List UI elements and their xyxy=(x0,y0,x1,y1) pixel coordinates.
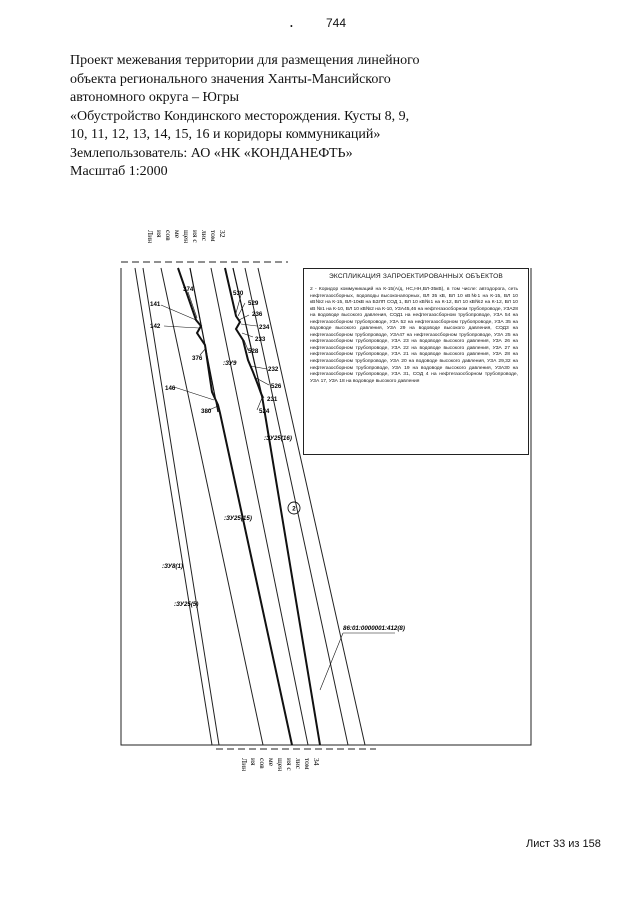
corridor-inner-line xyxy=(190,268,218,412)
title-line: Проект межевания территории для размещения линейного xyxy=(70,53,420,68)
title-line: «Обустройство Кондинского месторождения. Кусты 8, 9, xyxy=(70,108,410,124)
point-label: 374 xyxy=(183,286,194,293)
vertical-label-line: ме xyxy=(173,230,182,239)
bottom-vertical-label xyxy=(240,758,321,771)
parcel-line xyxy=(161,268,263,745)
title-line: автономного округа – Югры xyxy=(70,90,239,105)
scan-dot: • xyxy=(290,22,293,31)
point-label: 529 xyxy=(248,300,259,307)
vertical-label-line: ме xyxy=(267,758,276,767)
cadastral-number-label: 86:01:0000001:412(8) xyxy=(343,625,405,632)
vertical-label-line: Лин xyxy=(240,758,249,772)
vertical-label-line: ия xyxy=(155,230,164,238)
vertical-label-line: лис xyxy=(200,230,209,242)
vertical-label-line: ия с xyxy=(191,230,200,243)
title-line: 10, 11, 12, 13, 14, 15, 16 и коридоры коммуникаций» xyxy=(70,127,381,142)
vertical-label-line: сов xyxy=(258,758,267,769)
vertical-label-line: Лин xyxy=(146,230,155,244)
legend-title: ЭКСПЛИКАЦИЯ ЗАПРОЕКТИРОВАННЫХ ОБЪЕКТОВ xyxy=(328,273,504,280)
corridor-boundary-left xyxy=(178,268,292,745)
point-label: 231 xyxy=(267,396,278,403)
vertical-label-line: щен xyxy=(276,758,285,772)
vertical-label-line: щен xyxy=(182,230,191,244)
point-label: 234 xyxy=(259,324,270,331)
parcel-label: :ЗУ25(15) xyxy=(224,515,252,522)
top-vertical-label xyxy=(146,230,227,243)
point-label: 530 xyxy=(233,290,244,297)
land-user-line: Землепользователь: АО «НК «КОНДАНЕФТЬ» xyxy=(70,145,353,161)
parcel-label: :ЗУ25(5) xyxy=(174,601,199,608)
vertical-label-line: сов xyxy=(164,230,173,241)
point-label: 142 xyxy=(150,323,161,330)
point-label: 524 xyxy=(259,408,270,415)
point-label: 528 xyxy=(248,348,259,355)
legend-text: 2 - Коридор коммуникаций на К-15(А/д, НС,НН,ВЛ-35кВ), в том числе: автодорога, сеть нефтегазосборных, водоводы высоконапорных, ВЛ 35 кВ, ВЛ 10 кВ№1 на К-15, ВЛ 10 кВ№2 на К-15, ВЛ-10кВ на БЗЛП СОД 1, ВЛ 10 кВ№1 на К-12, ВЛ 10 кВ№2 на К-12, ВЛ 10 кВ №1 на К-10, ВЛ 10 кВ№2 на К-10, УЗА45,46 на нефтегазосборном трубопроводе, УЗА28 на водоводе высокого давления, СОД1 на нефтегазосборном трубопроводе, УЗА 54 на нефтегазосборном трубопроводе, УЗА 52 на нефтегазосборном трубопроводе, УЗА 35 на водоводе высокого давления, УЗА 29 на водоводе высокого давления, СОД3 на нефтегазосборном трубопроводе, УЗА47 на нефтегазосборном трубопроводе, УЗА 25 на нефтегазосборном трубопроводе, УЗА 23 на водоводе высокого давления, УЗА 26 на нефтегазосборном трубопроводе, УЗА 22 на водоводе высокого давления, УЗА 27 на нефтегазосборном трубопроводе, УЗА 21 на водоводе высокого давления, УЗА 28 на нефтегазосборном трубопроводе, УЗА 20 на водоводе высокого давления, УЗА 29,32 на нефтегазосборном трубопроводе, УЗА 19 на водоводе высокого давления, УЗА30 на нефтегазосборном трубопроводе, УЗА 31, СОД 4 на нефтегазосборном трубопроводе, УЗА 17, УЗА 18 на водоводе высокого давления xyxy=(310,287,518,384)
parcel-line xyxy=(143,268,219,745)
vertical-label-line: том xyxy=(303,758,312,770)
vertical-label-line: 34 xyxy=(312,758,321,766)
title-line: объекта регионального значения Ханты-Мансийского xyxy=(70,71,391,87)
parcel-label: :ЗУ8(1) xyxy=(162,563,183,570)
point-label: 236 xyxy=(252,311,263,318)
page-number: 744 xyxy=(326,16,347,30)
point-label: 146 xyxy=(165,385,176,392)
point-label: 141 xyxy=(150,301,161,308)
legend-box xyxy=(303,268,529,455)
scale-line: Масштаб 1:2000 xyxy=(70,164,168,179)
point-label: 376 xyxy=(192,355,203,362)
point-label: 233 xyxy=(255,336,266,343)
parcel-label: :ЗУ25(16) xyxy=(264,435,292,442)
point-label: 380 xyxy=(201,408,212,415)
point-label: 526 xyxy=(271,383,282,390)
vertical-label-line: том xyxy=(209,230,218,242)
point-label: 232 xyxy=(268,366,279,373)
vertical-label-line: ия xyxy=(249,758,258,766)
vertical-label-line: лис xyxy=(294,758,303,770)
sheet-number: Лист 33 из 158 xyxy=(526,838,601,850)
parcel-label: :ЗУ9 xyxy=(223,360,237,367)
vertical-label-line: ия с xyxy=(285,758,294,771)
vertical-label-line: 32 xyxy=(218,230,227,238)
object-number: 2 xyxy=(292,505,296,513)
